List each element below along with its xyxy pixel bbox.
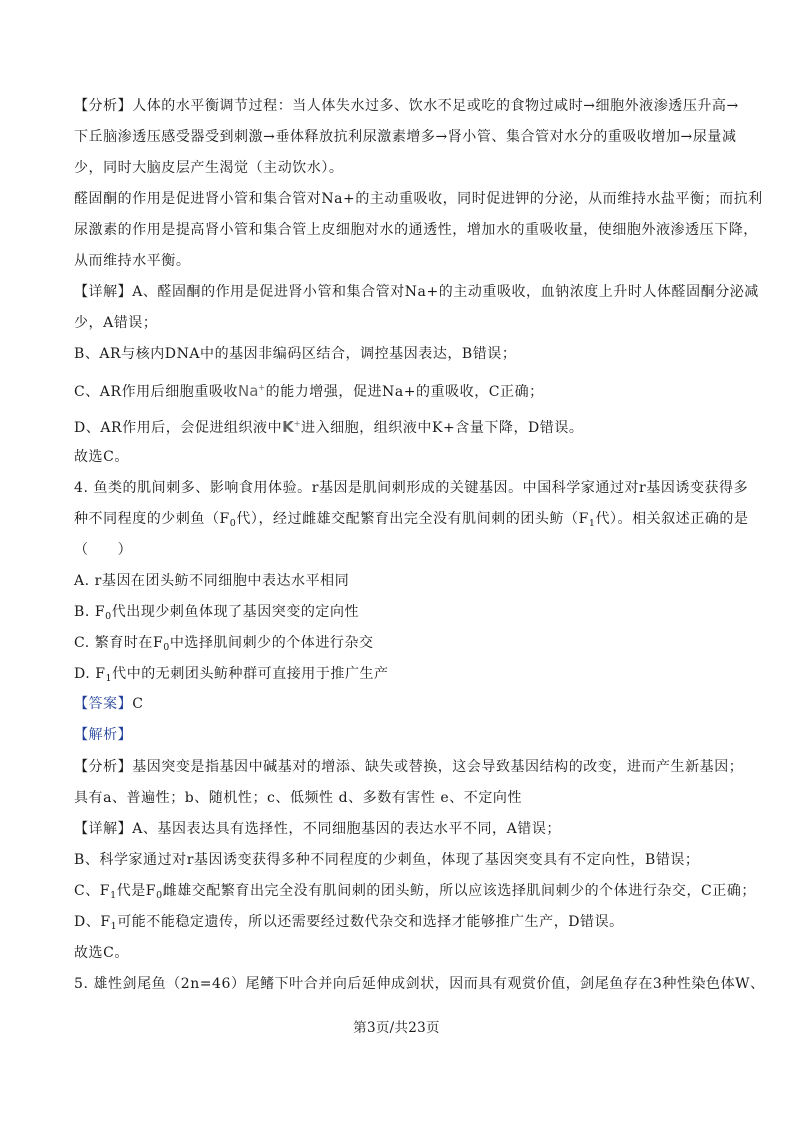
- detail-line-2: 少，A错误；: [74, 315, 158, 331]
- question-4-jiexi: [74, 725, 724, 745]
- question-4-answer: [74, 694, 724, 714]
- question-4-option-d: D. $F_1$代中的无刺团头鲂种群可直接用于推广生产: [74, 666, 389, 684]
- page-number: 第3页/共23页: [353, 1020, 440, 1036]
- question-4-detail-c: C、$F_1$代是$F_0$雌雄交配繁育出完全没有肌间刺的团头鲂，所以应该选择肌间刺少的个体进行杂交，C正确；: [74, 883, 756, 901]
- detail-line-1: 【详解】A、醛固酮的作用是促进肾小管和集合管对Na+的主动重吸收，血钠浓度上升时人体醛固酮分泌减: [74, 284, 759, 300]
- detail-tag: 【详解】: [74, 284, 133, 300]
- question-4-stem-line-2: 种不同程度的少刺鱼（$F_0$代），经过雌雄交配繁育出完全没有肌间刺的团头鲂（$F_1$代）。相关叙述正确的是: [74, 511, 749, 529]
- analysis-line-4: 醛固酮的作用是促进肾小管和集合管对Na+的主动重吸收，同时促进钾的分泌，从而维持水盐平衡；而抗利: [74, 191, 763, 207]
- jiexi-tag: 【解析】: [74, 727, 133, 743]
- question-4-detail-b: B、科学家通过对r基因诱变获得多种不同程度的少刺鱼，体现了基因突变具有不定向性，B错误；: [74, 852, 700, 868]
- question-5-stem-line-1: 5. 雄性剑尾鱼（2n=46）尾鳍下叶合并向后延伸成剑状，因而具有观赏价值，剑尾鱼存在3种性染色体W、: [74, 976, 765, 992]
- potassium-ion-symbol: K: [282, 418, 294, 436]
- detail-option-d: D、AR作用后，会促进组织液中K+进入细胞，组织液中K+含量下降，D错误。: [74, 418, 584, 436]
- answer-value: C: [132, 696, 144, 712]
- question-4-analysis-line-1: 【分析】基因突变是指基因中碱基对的增添、缺失或替换，这会导致基因结构的改变，进而产生新基因；: [74, 759, 744, 775]
- detail-option-c: C、AR作用后细胞重吸收Na+的能力增强，促进Na+的重吸收，C正确；: [74, 382, 544, 400]
- question-4-answer-blank: （ ）: [74, 542, 133, 558]
- analysis-tag: 【分析】: [74, 98, 133, 114]
- analysis-line-3: 少，同时大脑皮层产生渴觉（主动饮水）。: [74, 160, 344, 176]
- question-4-analysis-line-2: 具有a、普遍性；b、随机性；c、低频性 d、多数有害性 e、不定向性: [74, 790, 522, 806]
- analysis-line-1: 【分析】人体的水平衡调节过程：当人体失水过多、饮水不足或吃的食物过咸时→细胞外液渗透压升高→: [74, 98, 739, 114]
- analysis-line-2: 下丘脑渗透压感受器受到刺激→垂体释放抗利尿激素增多→肾小管、集合管对水分的重吸收增加→尿量减: [74, 129, 737, 145]
- question-4-detail-d: D、$F_1$可能不能稳定遗传，所以还需要经过数代杂交和选择才能够推广生产，D错误。: [74, 914, 624, 932]
- question-4-option-b: B. $F_0$代出现少刺鱼体现了基因突变的定向性: [74, 604, 360, 622]
- answer-tag: 【答案】: [74, 696, 133, 712]
- question-4-stem-line-1: 4. 鱼类的肌间刺多、影响食用体验。r基因是肌间刺形成的关键基因。中国科学家通过对r基因诱变获得多: [74, 480, 749, 496]
- sodium-ion-symbol: Na: [237, 382, 259, 400]
- detail-option-b: B、AR与核内DNA中的基因非编码区结合，调控基因表达，B错误；: [74, 346, 517, 362]
- analysis-line-6: 从而维持水平衡。: [74, 253, 191, 269]
- question-4-option-a: A. r基因在团头鲂不同细胞中表达水平相同: [74, 573, 350, 589]
- analysis-line-5: 尿激素的作用是提高肾小管和集合管上皮细胞对水的通透性，增加水的重吸收量，使细胞外液渗透压下降，: [74, 222, 758, 238]
- question-4-conclusion: 故选C。: [74, 945, 129, 961]
- detail-conclusion: 故选C。: [74, 449, 129, 465]
- question-4-detail-a: 【详解】A、基因表达具有选择性，不同细胞基因的表达水平不同，A错误；: [74, 821, 561, 837]
- question-4-option-c: C. 繁育时在$F_0$中选择肌间刺少的个体进行杂交: [74, 635, 374, 653]
